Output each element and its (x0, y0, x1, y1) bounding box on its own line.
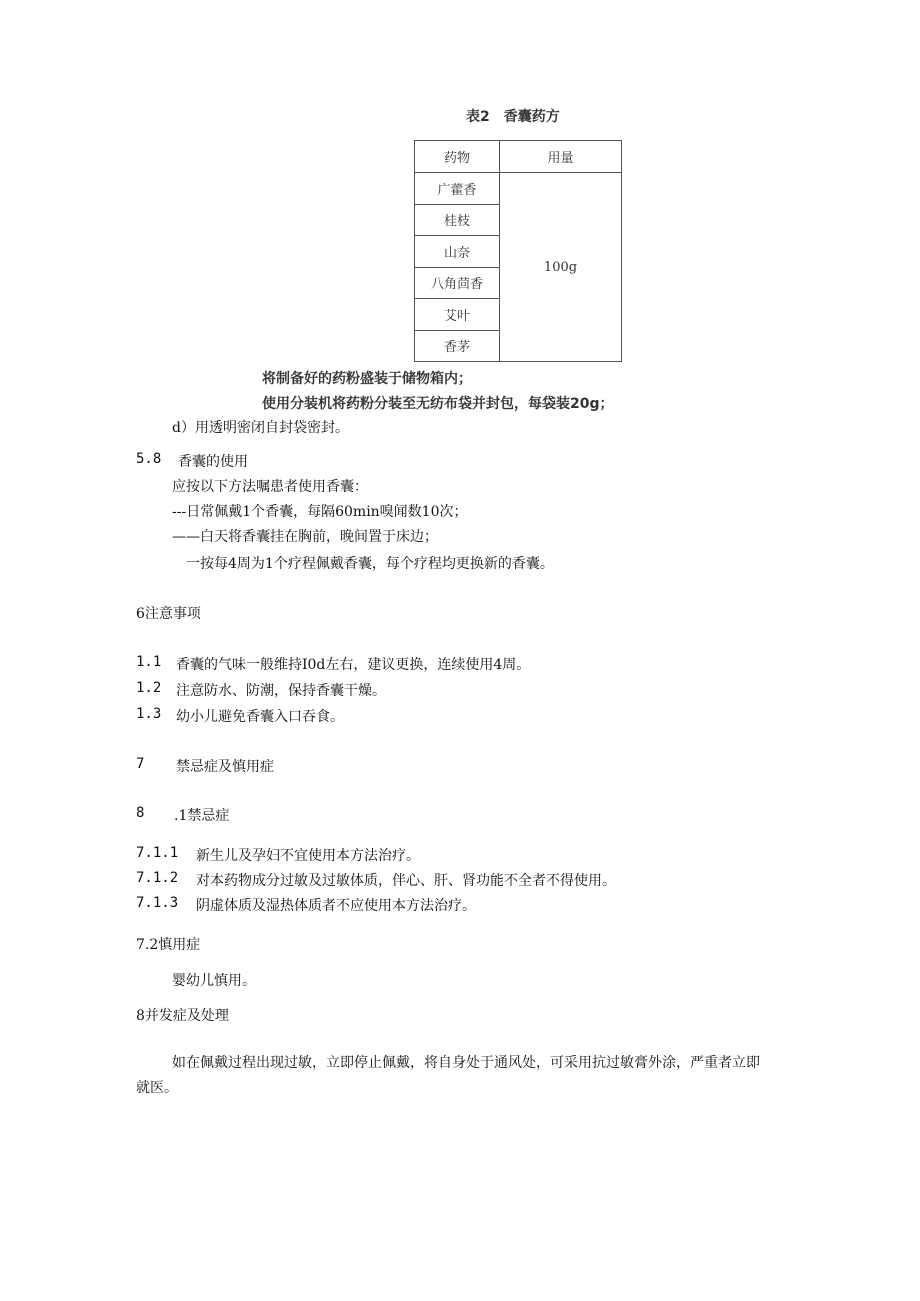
paragraph: 应按以下方法嘱患者使用香囊： (172, 479, 368, 495)
table-row (415, 173, 622, 205)
section-title: 禁忌症及慎用症 (176, 759, 274, 775)
item-number: 1.2 (136, 680, 162, 696)
subsection-title: .1禁忌症 (174, 808, 230, 824)
herb-cell: 山奈 (415, 236, 500, 268)
table-header-row (415, 141, 622, 173)
herb-cell: 艾叶 (415, 299, 500, 331)
subsection-title: 7.2慎用症 (136, 937, 201, 953)
herb-cell: 桂枝 (415, 204, 500, 236)
section-title: 香囊的使用 (178, 454, 248, 470)
paragraph: 就医。 (136, 1080, 178, 1096)
section-number: 8 (136, 805, 145, 821)
list-item: ---日常佩戴1个香囊，每隔60min嗅闻数10次； (172, 504, 468, 520)
table-caption: 表2 香囊药方 (466, 109, 560, 125)
section-title: 8并发症及处理 (136, 1008, 229, 1024)
list-item: 一按每4周为1个疗程佩戴香囊，每个疗程均更换新的香囊。 (186, 556, 554, 572)
herb-cell: 广藿香 (415, 173, 500, 205)
section-title: 6注意事项 (136, 606, 201, 622)
item-number: 1.1 (136, 654, 162, 670)
step-store-powder: 将制备好的药粉盛装于储物箱内； (262, 371, 472, 387)
item-text: 幼小儿避免香囊入口吞食。 (176, 709, 344, 725)
item-text: 对本药物成分过敏及过敏体质，伴心、肝、肾功能不全者不得使用。 (196, 873, 616, 889)
paragraph: 婴幼儿慎用。 (172, 973, 256, 989)
item-number: 1.3 (136, 706, 162, 722)
item-number: 7.1.3 (136, 895, 179, 911)
list-item: ——白天将香囊挂在胸前，晚间置于床边； (172, 529, 438, 545)
step-seal: d）用透明密闭自封袋密封。 (172, 420, 349, 436)
item-text: 香囊的气味一般维持I0d左右，建议更换，连续使用4周。 (176, 657, 531, 673)
table-header-dose: 用量 (500, 141, 622, 173)
section-number: 5.8 (136, 451, 162, 467)
herb-cell: 香茅 (415, 330, 500, 362)
dose-cell: 100g (500, 173, 622, 362)
item-text: 注意防水、防潮，保持香囊干燥。 (176, 683, 386, 699)
item-text: 新生儿及孕妇不宜使用本方法治疗。 (196, 848, 420, 864)
prescription-table (414, 140, 622, 362)
step-package-powder: 使用分装机将药粉分装至无纺布袋并封包，每袋装20g； (262, 396, 614, 412)
herb-cell: 八角茴香 (415, 267, 500, 299)
item-number: 7.1.2 (136, 870, 179, 886)
item-text: 阴虚体质及湿热体质者不应使用本方法治疗。 (196, 898, 476, 914)
table-header-herb: 药物 (415, 141, 500, 173)
item-number: 7.1.1 (136, 845, 179, 861)
section-number: 7 (136, 756, 145, 772)
paragraph: 如在佩戴过程出现过敏，立即停止佩戴，将自身处于通风处，可采用抗过敏膏外涂，严重者立即 (172, 1055, 760, 1071)
